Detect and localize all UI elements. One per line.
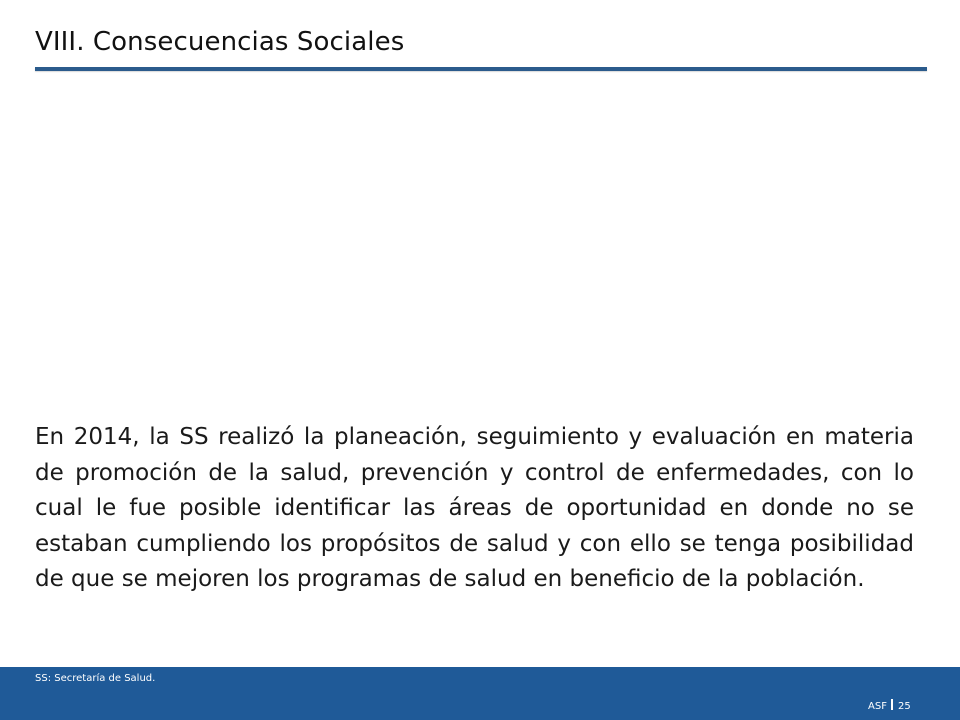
page-number: 25 (897, 701, 911, 712)
footnote: SS: Secretaría de Salud. (35, 673, 156, 684)
page-separator (891, 699, 893, 710)
page-title: VIII. Consecuencias Sociales (35, 27, 405, 57)
page-info (868, 699, 911, 712)
body-paragraph: En 2014, la SS realizó la planeación, seguimiento y evaluación en materia de promoción de la salud, prevención y control de enfermedades, con lo cual le fue posible identificar las áreas de oportunidad en donde no se estaban cumpliendo los propósitos de salud y con ello se tenga posibilidad de que se mejoren los programas de salud en beneficio de la población. (35, 424, 914, 592)
title-divider (35, 67, 927, 71)
org-label: ASF (868, 701, 887, 712)
